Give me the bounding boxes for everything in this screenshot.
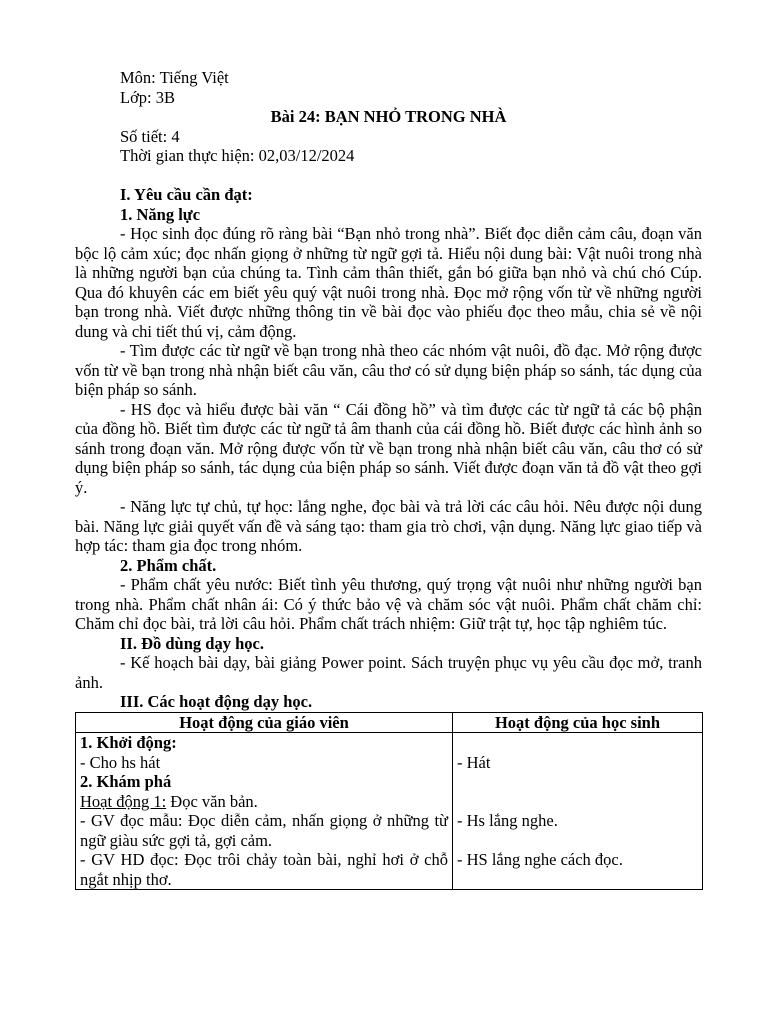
warmup-teacher: - Cho hs hát bbox=[80, 752, 161, 772]
lesson-title: Bài 24: BẠN NHỎ TRONG NHÀ bbox=[270, 107, 507, 126]
blank-line bbox=[457, 772, 698, 792]
blank-line bbox=[457, 831, 698, 851]
row1-teacher: - GV đọc mẫu: Đọc diễn cảm, nhấn giọng ở những từ ngữ giàu sức gợi tả, gợi cảm. bbox=[80, 811, 448, 850]
warmup-student: - Hát bbox=[457, 752, 491, 772]
subject-line: Môn: Tiếng Việt bbox=[120, 68, 229, 87]
row2-teacher: - GV HD đọc: Đọc trôi chảy toàn bài, nghỉ hơi ở chỗ ngắt nhịp thơ. bbox=[80, 850, 448, 889]
blank-line bbox=[457, 733, 698, 753]
document-content bbox=[75, 68, 702, 890]
activity1-text: Đọc văn bản. bbox=[166, 791, 258, 811]
section2-heading: II. Đồ dùng dạy học. bbox=[120, 633, 264, 653]
materials-para: - Kế hoạch bài dạy, bài giảng Power point. Sách truyện phục vụ yêu cầu đọc mở, tranh ảnh. bbox=[75, 653, 702, 692]
blank-line bbox=[457, 792, 698, 812]
teacher-column-header: Hoạt động của giáo viên bbox=[76, 712, 453, 733]
student-cell bbox=[453, 733, 703, 890]
teacher-cell bbox=[76, 733, 453, 890]
competence-para-3: - HS đọc và hiểu được bài văn “ Cái đồng hồ” và tìm được các từ ngữ tả các bộ phận của đồng hồ. Biết tìm được các từ ngữ tả âm thanh của cái đồng hồ. Biết được các hình ảnh so sánh trong đoạn văn. Mở rộng được vốn từ về bạn trong nhà nhận biết câu văn, câu thơ có sử dụng biện pháp so sánh, tác dụng của biện pháp so sánh. Viết được đoạn văn tả đồ vật theo gợi ý. bbox=[75, 399, 702, 497]
quality-heading: 2. Phẩm chất. bbox=[120, 555, 217, 575]
section3-heading: III. Các hoạt động dạy học. bbox=[120, 692, 313, 711]
competence-para-4: - Năng lực tự chủ, tự học: lắng nghe, đọc bài và trả lời các câu hỏi. Nêu được nội dung bài. Năng lực giải quyết vấn đề và sáng tạo: tham gia trò chơi, vận dụng. Năng lực giao tiếp và hợp tác: tham gia đọc trong nhóm. bbox=[75, 497, 702, 555]
quality-para: - Phẩm chất yêu nước: Biết tình yêu thương, quý trọng vật nuôi như những người bạn trong nhà. Phẩm chất nhân ái: Có ý thức bảo vệ và chăm sóc vật nuôi. Phẩm chất chăm chỉ: Chăm chỉ đọc bài, trả lời câu hỏi. Phẩm chất trách nhiệm: Giữ trật tự, học tập nghiêm túc. bbox=[75, 575, 702, 633]
table-row bbox=[76, 733, 703, 890]
grade-line: Lớp: 3B bbox=[120, 87, 176, 107]
time-line: Thời gian thực hiện: 02,03/12/2024 bbox=[120, 146, 355, 165]
explore-heading: 2. Khám phá bbox=[80, 772, 172, 791]
activity1-label: Hoạt động 1: bbox=[80, 791, 167, 811]
periods-line: Số tiết: 4 bbox=[120, 126, 180, 146]
table-header-row bbox=[76, 712, 703, 733]
row1-student: - Hs lắng nghe. bbox=[457, 811, 558, 830]
activities-table bbox=[75, 712, 703, 891]
activity1-line bbox=[80, 792, 448, 812]
row2-student: - HS lắng nghe cách đọc. bbox=[457, 850, 623, 869]
warmup-heading: 1. Khởi động: bbox=[80, 733, 177, 752]
competence-para-1: - Học sinh đọc đúng rõ ràng bài “Bạn nhỏ trong nhà”. Biết đọc diễn cảm câu, đoạn văn bộc lộ cảm xúc; đọc nhấn giọng ở những từ ngữ gợi tả. Hiểu nội dung bài: Vật nuôi trong nhà là những người bạn của chúng ta. Tình cảm thân thiết, gắn bó giữa bạn nhỏ và chú chó Cúp. Qua đó khuyên các em biết yêu quý vật nuôi trong nhà. Đọc mở rộng vốn từ về những người bạn trong nhà. Viết được những thông tin về bài đọc vào phiếu đọc theo mẫu, chia sẻ về nội dung và chi tiết thú vị, cảm động. bbox=[75, 224, 702, 341]
blank-line bbox=[75, 166, 702, 186]
section1-heading: I. Yêu cầu cần đạt: bbox=[120, 185, 253, 204]
competence-para-2: - Tìm được các từ ngữ về bạn trong nhà theo các nhóm vật nuôi, đồ đạc. Mở rộng được vốn từ về bạn trong nhà nhận biết câu văn, câu thơ có sử dụng biện pháp so sánh, tác dụng của biện pháp so sánh. bbox=[75, 341, 702, 399]
student-column-header: Hoạt động của học sinh bbox=[453, 712, 703, 733]
competence-heading: 1. Năng lực bbox=[120, 204, 201, 224]
